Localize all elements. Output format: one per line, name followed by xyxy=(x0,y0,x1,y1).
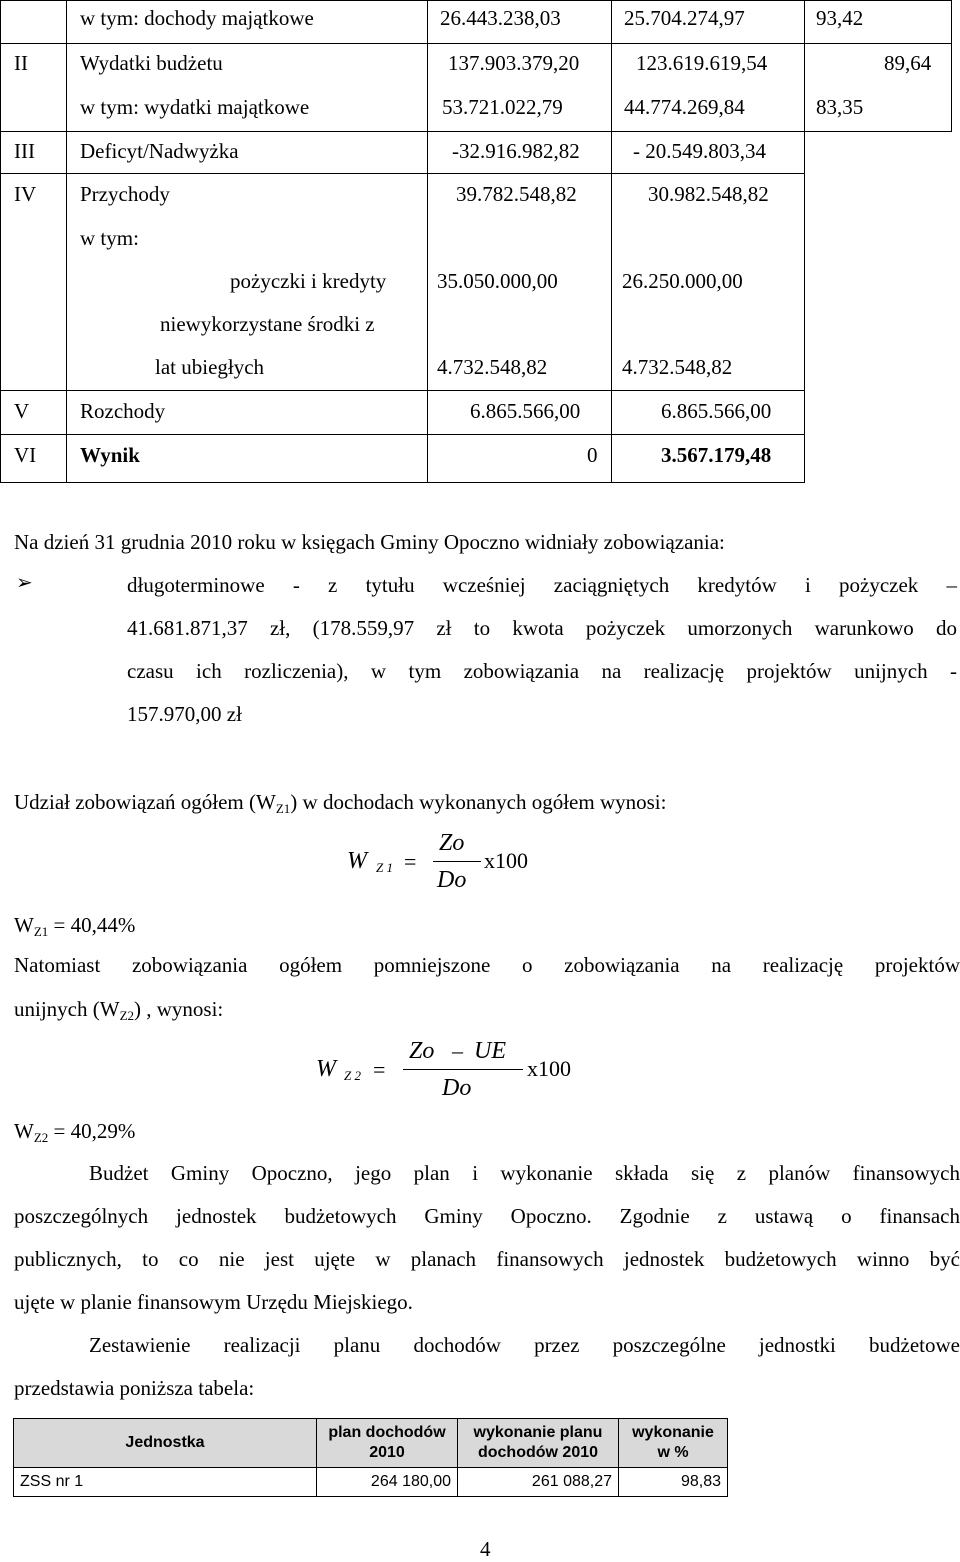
table-row-divider xyxy=(0,173,805,174)
table-cell-exec: 3.567.179,48 xyxy=(661,443,772,467)
formula-numerator: Zo xyxy=(439,830,465,856)
wz2-result xyxy=(14,1119,135,1146)
table-border-left xyxy=(0,0,1,483)
table-cell-pct: 89,64 xyxy=(884,51,932,75)
table-cell-pct: 93,42 xyxy=(816,6,864,30)
table-cell-num: III xyxy=(14,139,35,163)
table-cell-num: II xyxy=(14,51,28,75)
bullet-arrow-icon: ➢ xyxy=(16,570,33,594)
table-row-divider xyxy=(0,43,952,44)
table-cell-plan: -32.916.982,82 xyxy=(452,139,580,163)
table-cell-label: Wynik xyxy=(80,443,140,467)
table-col-divider xyxy=(427,0,428,483)
paragraph-text: ) , wynosi: xyxy=(134,997,224,1021)
table-col-divider xyxy=(804,0,805,483)
formula-symbol: W xyxy=(316,1056,336,1082)
share-sentence xyxy=(14,790,666,817)
bullet-line: długoterminowe - z tytułu wcześniej zaciągniętych kredytów i pożyczek – xyxy=(127,573,957,597)
formula-multiplier: x100 xyxy=(527,1056,571,1081)
result-subscript: Z2 xyxy=(33,1130,49,1145)
paragraph-subscript: Z2 xyxy=(119,1008,135,1023)
formula-symbol: W xyxy=(347,848,367,874)
table-cell-plan: 39.782.548,82 xyxy=(456,182,577,206)
table-cell-num: IV xyxy=(14,182,37,206)
formula-equals: = xyxy=(373,1057,386,1082)
table-cell-exec: 44.774.269,84 xyxy=(624,95,745,119)
wz1-result xyxy=(14,913,135,940)
table-cell-exec: 123.619.619,54 xyxy=(636,51,768,75)
cell-pct: 98,83 xyxy=(619,1468,728,1497)
formula-subscript: Z 1 xyxy=(376,860,393,875)
col-header-plan: plan dochodów 2010 xyxy=(317,1419,458,1468)
table-row-divider xyxy=(0,131,952,132)
table-col-divider xyxy=(66,0,67,483)
table-cell-label: w tym: xyxy=(80,226,139,250)
formula-equals: = xyxy=(404,849,417,874)
col-header-pct: wykonanie w % xyxy=(619,1419,728,1468)
paragraph-line: Natomiast zobowiązania ogółem pomniejszone o zobowiązania na realizację projektów xyxy=(14,953,960,977)
page-number: 4 xyxy=(480,1537,491,1561)
formula-multiplier: x100 xyxy=(484,848,528,873)
share-subscript: Z1 xyxy=(275,801,291,816)
table-cell-plan: 6.865.566,00 xyxy=(470,399,581,423)
table-cell-plan: 4.732.548,82 xyxy=(437,355,548,379)
cell-exec: 261 088,27 xyxy=(458,1468,619,1497)
formula-numerator: Zo xyxy=(409,1038,435,1064)
table-cell-exec: 25.704.274,97 xyxy=(624,6,745,30)
paragraph-line: poszczególnych jednostek budżetowych Gminy Opoczno. Zgodnie z ustawą o finansach xyxy=(14,1204,960,1228)
paragraph-line: publicznych, to co nie jest ujęte w planach finansowych jednostek budżetowych winno być xyxy=(14,1247,960,1271)
paragraph-line: Zestawienie realizacji planu dochodów przez poszczególne jednostki budżetowe xyxy=(89,1333,960,1357)
table-cell-label: Przychody xyxy=(80,182,170,206)
table-border-right xyxy=(951,0,952,43)
table-cell-label: niewykorzystane środki z xyxy=(160,312,375,336)
col-header-unit: Jednostka xyxy=(14,1419,317,1468)
bullet-line: czasu ich rozliczenia), w tym zobowiązania na realizację projektów unijnych - xyxy=(127,659,957,683)
table-cell-num: V xyxy=(14,399,30,423)
col-header-exec: wykonanie planu dochodów 2010 xyxy=(458,1419,619,1468)
table-cell-pct: 83,35 xyxy=(816,95,864,119)
table-border-bottom xyxy=(0,482,805,483)
table-cell-label: lat ubiegłych xyxy=(155,355,265,379)
paragraph-line xyxy=(14,997,223,1024)
formula-minus: – xyxy=(452,1038,463,1063)
table-row-divider xyxy=(0,434,805,435)
paragraph-line: ujęte w planie finansowym Urzędu Miejskiego. xyxy=(14,1290,413,1314)
bullet-line: 157.970,00 zł xyxy=(127,702,242,726)
table-cell-label: w tym: dochody majątkowe xyxy=(80,6,314,30)
intro-paragraph: Na dzień 31 grudnia 2010 roku w księgach Gminy Opoczno widniały zobowiązania: xyxy=(14,530,725,554)
table-cell-plan: 0 xyxy=(587,443,598,467)
formula-subscript: Z 2 xyxy=(344,1068,361,1083)
result-text: W xyxy=(14,1119,34,1143)
share-text: Udział zobowiązań ogółem (W xyxy=(14,790,276,814)
share-text: ) w dochodach wykonanych ogółem wynosi: xyxy=(290,790,667,814)
table-cell-exec: 6.865.566,00 xyxy=(661,399,772,423)
fraction-bar xyxy=(433,861,481,862)
cell-plan: 264 180,00 xyxy=(317,1468,458,1497)
cell-unit: ZSS nr 1 xyxy=(14,1468,317,1497)
table-row-divider xyxy=(0,390,805,391)
table-cell-plan: 137.903.379,20 xyxy=(448,51,580,75)
paragraph-line: Budżet Gminy Opoczno, jego plan i wykonanie składa się z planów finansowych xyxy=(89,1161,960,1185)
result-text: W xyxy=(14,913,34,937)
table-cell-plan: 35.050.000,00 xyxy=(437,269,558,293)
table-border-top xyxy=(0,0,952,1)
table-cell-label: Wydatki budżetu xyxy=(80,51,223,75)
table-header-row xyxy=(14,1419,728,1468)
table-cell-label: Deficyt/Nadwyżka xyxy=(80,139,239,163)
table-col-divider xyxy=(611,0,612,483)
result-subscript: Z1 xyxy=(33,924,49,939)
formula-denominator: Do xyxy=(442,1075,472,1101)
formula-denominator: Do xyxy=(437,867,467,893)
fraction-bar xyxy=(403,1069,523,1070)
table-cell-label: Rozchody xyxy=(80,399,166,423)
table-cell-exec: 26.250.000,00 xyxy=(622,269,743,293)
result-text: = 40,44% xyxy=(48,913,136,937)
table-cell-plan: 26.443.238,03 xyxy=(440,6,561,30)
paragraph-line: przedstawia poniższa tabela: xyxy=(14,1376,255,1400)
paragraph-text: unijnych (W xyxy=(14,997,120,1021)
table-cell-plan: 53.721.022,79 xyxy=(442,95,563,119)
table-cell-exec: - 20.549.803,34 xyxy=(633,139,766,163)
units-table xyxy=(13,1418,728,1497)
result-text: = 40,29% xyxy=(48,1119,136,1143)
table-cell-num: VI xyxy=(14,443,37,467)
table-row xyxy=(14,1468,728,1497)
table-cell-label: pożyczki i kredyty xyxy=(230,269,387,293)
table-cell-exec: 30.982.548,82 xyxy=(648,182,769,206)
table-border-right xyxy=(951,43,952,131)
bullet-line: 41.681.871,37 zł, (178.559,97 zł to kwota pożyczek umorzonych warunkowo do xyxy=(127,616,957,640)
table-cell-label: w tym: wydatki majątkowe xyxy=(80,95,310,119)
table-cell-exec: 4.732.548,82 xyxy=(622,355,733,379)
formula-numerator: UE xyxy=(474,1038,506,1064)
